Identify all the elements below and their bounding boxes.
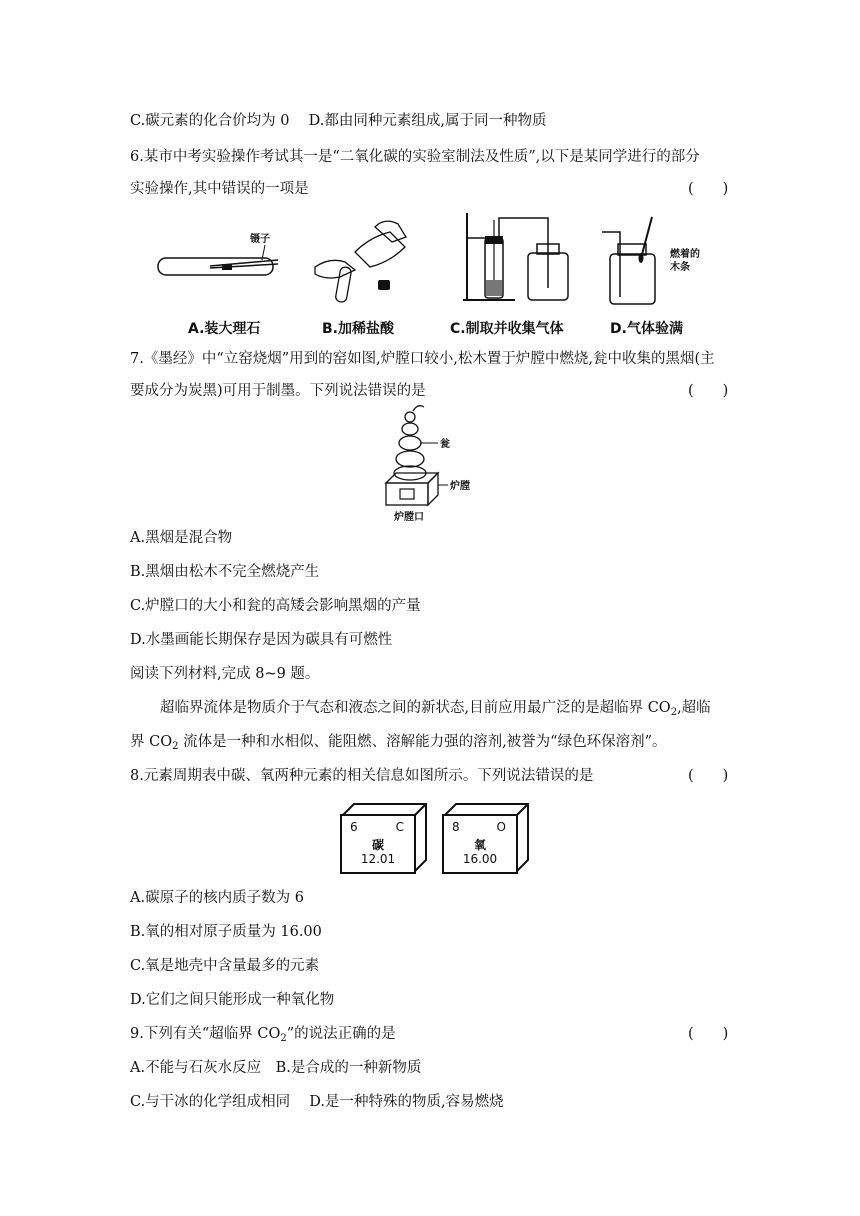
oxygen-number: 8 — [452, 820, 460, 834]
q7-option-c: C.炉膛口的大小和瓮的高矮会影响黑烟的产量 — [130, 598, 421, 614]
caption-b: B.加稀盐酸 — [322, 321, 394, 337]
q8-option-b: B.氧的相对原子质量为 16.00 — [130, 924, 322, 940]
label-lutang: 炉膛 — [450, 481, 470, 492]
label-burning-stick-2: 木条 — [670, 262, 690, 273]
q8-option-c: C.氧是地壳中含量最多的元素 — [130, 958, 320, 974]
element-tile-oxygen — [442, 814, 518, 874]
q9-options-line2: C.与干冰的化学组成相同 D.是一种特殊的物质,容易燃烧 — [130, 1094, 504, 1110]
oxygen-name: 氧 — [473, 838, 486, 852]
carbon-name: 碳 — [371, 838, 384, 852]
q8-answer-blank: ( ) — [688, 768, 729, 784]
q7-option-d: D.水墨画能长期保存是因为碳具有可燃性 — [130, 632, 393, 648]
q8-option-a: A.碳原子的核内质子数为 6 — [130, 890, 304, 906]
q9-stem: 9.下列有关“超临界 $CO_2$”的说法正确的是 — [130, 1026, 396, 1044]
carbon-mass: 12.01 — [360, 852, 396, 866]
caption-c: C.制取并收集气体 — [450, 321, 564, 337]
caption-d: D.气体验满 — [610, 321, 683, 337]
reading-para-line1: 超临界流体是物质介于气态和液态之间的新状态,目前应用最广泛的是超临界 $CO_2$,超临 — [160, 700, 711, 718]
figure-c-gas-apparatus — [455, 208, 570, 306]
q7-stem-line2: 要成分为炭黑)可用于制墨。下列说法错误的是 — [130, 383, 426, 399]
q7-stem-line1: 7.《墨经》中“立窑烧烟”用到的窑如图,炉膛口较小,松木置于炉膛中燃烧,瓮中收集的黑烟(主 — [130, 351, 715, 367]
figure-a-test-tube-tweezers — [150, 230, 290, 290]
element-tile-carbon — [340, 814, 416, 874]
q6-stem-line2: 实验操作,其中错误的一项是 — [130, 181, 309, 197]
oxygen-symbol: O — [496, 820, 506, 834]
caption-a: A.装大理石 — [188, 321, 261, 337]
label-lutangkou: 炉膛口 — [394, 512, 424, 523]
label-weng: 瓮 — [440, 439, 450, 450]
q9-answer-blank: ( ) — [688, 1026, 729, 1042]
label-burning-stick-1: 燃着的 — [670, 249, 700, 260]
label-tweezers: 镊子 — [250, 234, 270, 245]
q5-options: C.碳元素的化合价均为 0 D.都由同种元素组成,属于同一种物质 — [130, 113, 547, 129]
q7-option-b: B.黑烟由松木不完全燃烧产生 — [130, 564, 320, 580]
q6-answer-blank: ( ) — [688, 181, 729, 197]
carbon-number: 6 — [350, 820, 358, 834]
q8-stem: 8.元素周期表中碳、氧两种元素的相关信息如图所示。下列说法错误的是 — [130, 768, 594, 784]
q7-answer-blank: ( ) — [688, 383, 729, 399]
q9-options-line1: A.不能与石灰水反应 B.是合成的一种新物质 — [130, 1060, 422, 1076]
q8-option-d: D.它们之间只能形成一种氧化物 — [130, 992, 335, 1008]
reading-intro: 阅读下列材料,完成 8~9 题。 — [130, 666, 320, 682]
carbon-symbol: C — [395, 820, 404, 834]
figure-b-pouring-acid — [310, 212, 420, 307]
q7-option-a: A.黑烟是混合物 — [130, 530, 233, 546]
figure-d-gas-full-check — [600, 212, 730, 307]
q6-stem-line1: 6.某市中考实验操作考试其一是“二氧化碳的实验室制法及性质”,以下是某同学进行的部分 — [130, 149, 700, 165]
reading-para-line2: 界 $CO_2$ 流体是一种和水相似、能阻燃、溶解能力强的溶剂,被誉为“绿色环保溶剂”。 — [130, 734, 667, 752]
figure-kiln — [380, 403, 490, 525]
oxygen-mass: 16.00 — [462, 852, 498, 866]
